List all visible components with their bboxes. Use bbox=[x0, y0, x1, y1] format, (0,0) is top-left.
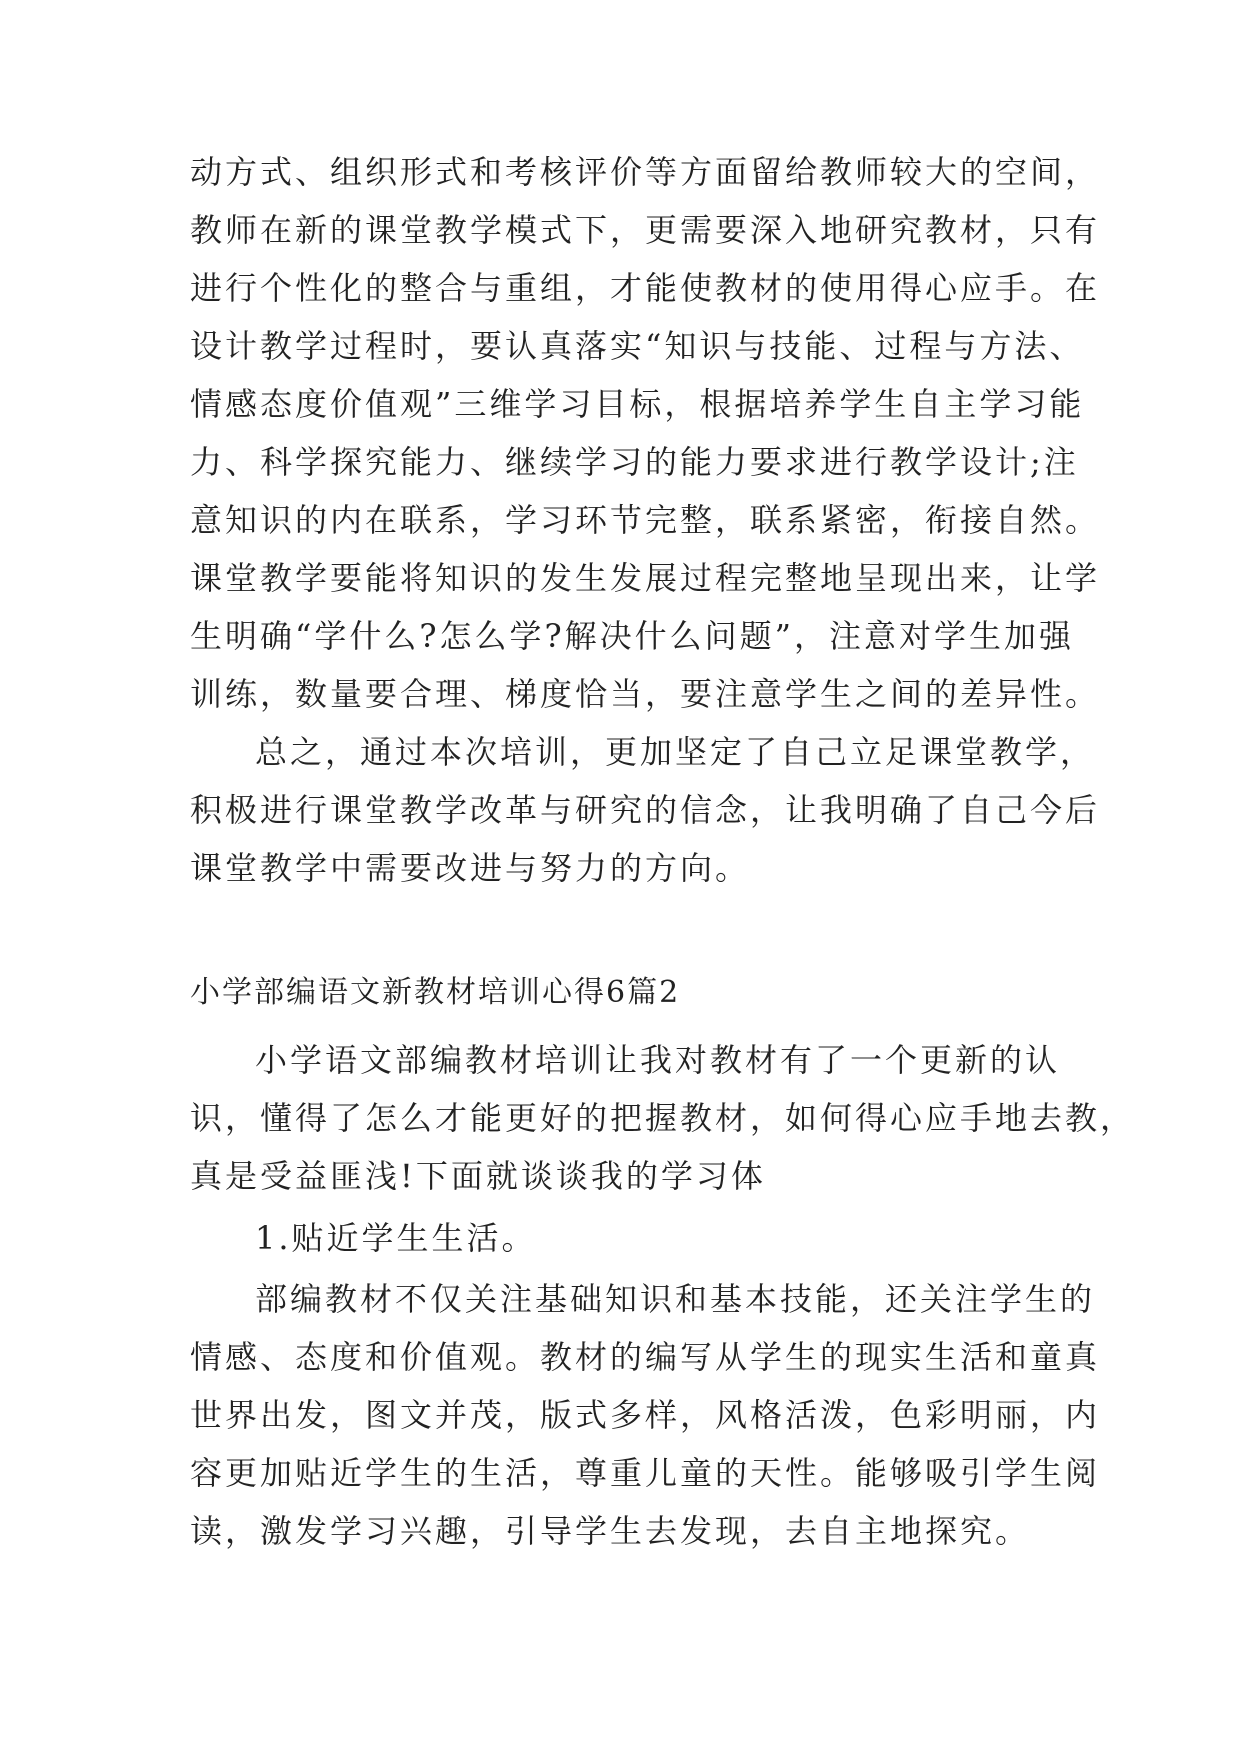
paragraph-line: 小学语文部编教材培训让我对教材有了一个更新的认 bbox=[255, 1041, 1061, 1079]
paragraph-line: 课堂教学要能将知识的发生发展过程完整地呈现出来，让学 bbox=[190, 559, 1101, 597]
paragraph-line: 力、科学探究能力、继续学习的能力要求进行教学设计;注 bbox=[190, 443, 1079, 481]
paragraph-line: 识，懂得了怎么才能更好的把握教材，如何得心应手地去教， bbox=[190, 1099, 1136, 1137]
paragraph-line: 设计教学过程时，要认真落实“知识与技能、过程与方法、 bbox=[190, 327, 1085, 365]
paragraph-line: 生明确“学什么?怎么学?解决什么问题”，注意对学生加强 bbox=[190, 617, 1075, 655]
paragraph-line: 教师在新的课堂教学模式下，更需要深入地研究教材，只有 bbox=[190, 211, 1101, 249]
paragraph-line: 课堂教学中需要改进与努力的方向。 bbox=[190, 849, 751, 887]
paragraph-line: 积极进行课堂教学改革与研究的信念，让我明确了自己今后 bbox=[190, 791, 1101, 829]
paragraph-line: 情感态度价值观”三维学习目标，根据培养学生自主学习能 bbox=[190, 385, 1085, 423]
section-heading: 小学部编语文新教材培训心得6篇2 bbox=[190, 975, 681, 1010]
paragraph-line: 总之，通过本次培训，更加坚定了自己立足课堂教学， bbox=[255, 733, 1096, 771]
paragraph-line: 情感、态度和价值观。教材的编写从学生的现实生活和童真 bbox=[190, 1338, 1101, 1376]
paragraph-line: 进行个性化的整合与重组，才能使教材的使用得心应手。在 bbox=[190, 269, 1101, 307]
paragraph-line: 部编教材不仅关注基础知识和基本技能，还关注学生的 bbox=[255, 1280, 1096, 1318]
paragraph-line: 意知识的内在联系，学习环节完整，联系紧密，衔接自然。 bbox=[190, 501, 1101, 539]
point-title: 1.贴近学生生活。 bbox=[255, 1219, 537, 1257]
paragraph-line: 读，激发学习兴趣，引导学生去发现，去自主地探究。 bbox=[190, 1512, 1031, 1550]
paragraph-line: 容更加贴近学生的生活，尊重儿童的天性。能够吸引学生阅 bbox=[190, 1454, 1101, 1492]
paragraph-line: 动方式、组织形式和考核评价等方面留给教师较大的空间， bbox=[190, 153, 1101, 191]
paragraph-line: 世界出发，图文并茂，版式多样，风格活泼，色彩明丽，内 bbox=[190, 1396, 1101, 1434]
paragraph-line: 训练，数量要合理、梯度恰当，要注意学生之间的差异性。 bbox=[190, 675, 1101, 713]
paragraph-line: 真是受益匪浅!下面就谈谈我的学习体 bbox=[190, 1157, 766, 1195]
